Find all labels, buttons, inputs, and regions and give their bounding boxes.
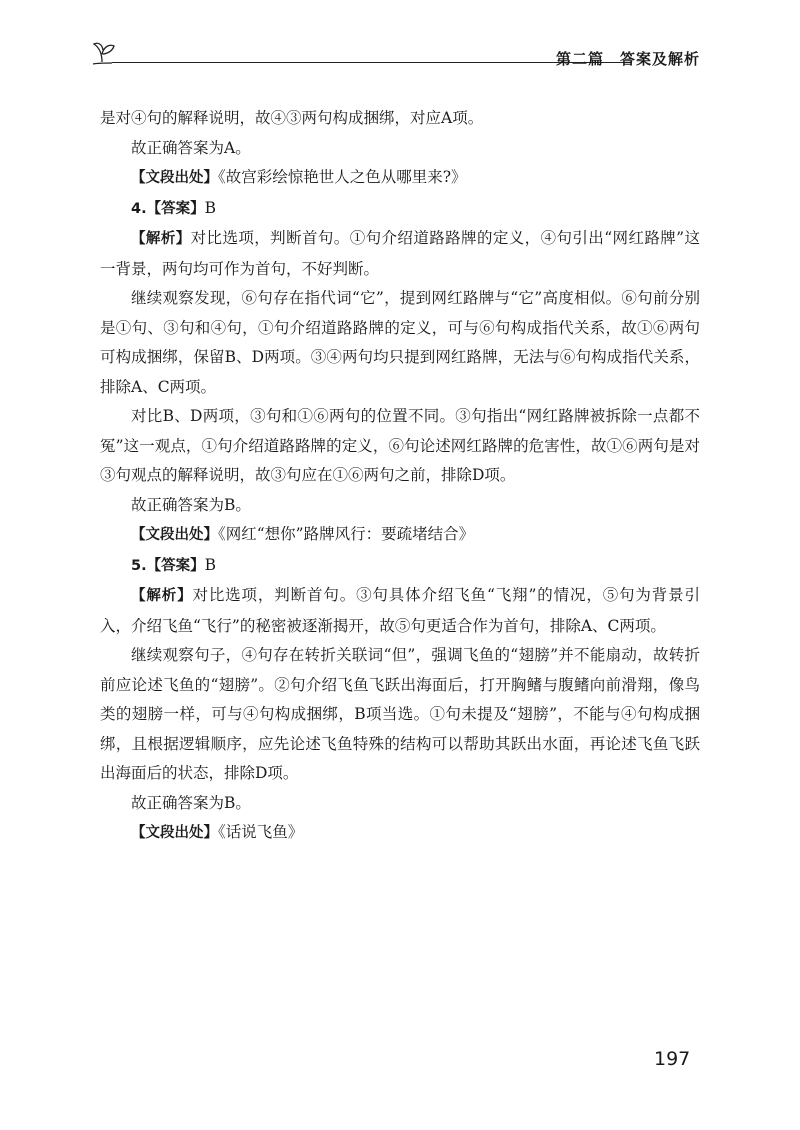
answer-line: 5.【答案】B [131,555,216,574]
answer-content [100,104,700,849]
paragraph: 对比B、D两项，③句和①⑥两句的位置不同。③句指出“网红路牌被拆除一点都不冤”这一观点，①句介绍道路路牌的定义，⑥句论述网红路牌的危害性，故①⑥两句是对③句观点的解释说明，故③句应在①⑥两句之前，排除D项。 [100,407,700,484]
source-tag: 【文段出处】 [131,825,218,841]
analysis-tag: 【解析】 [131,231,191,247]
answer-tag: 5.【答案】 [131,557,205,574]
page-number: 197 [654,1048,691,1070]
paragraph: 是对④句的解释说明，故④③两句构成捆绑，对应A项。 [100,109,484,127]
header-rule [112,62,632,63]
source-line: 【文段出处】《网红“想你”路牌风行：要疏堵结合》 [131,525,475,543]
source-tag: 【文段出处】 [131,170,218,186]
paragraph: 故正确答案为B。 [131,495,251,514]
section-title: 第二篇 答案及解析 [555,50,700,68]
source-line: 【文段出处】《话说飞鱼》 [131,823,304,841]
source-line: 【文段出处】《故宫彩绘惊艳世人之色从哪里来?》 [131,168,467,186]
page-header [90,36,700,66]
answer-tag: 4.【答案】 [131,200,205,217]
source-tag: 【文段出处】 [131,527,218,543]
analysis-paragraph: 【解析】对比选项，判断首句。①句介绍道路路牌的定义，④句引出“网红路牌”这一背景，两句均可作为首句，不好判断。 [100,229,701,278]
paragraph: 故正确答案为B。 [131,793,251,812]
answer-line: 4.【答案】B [131,198,216,217]
analysis-paragraph: 【解析】对比选项，判断首句。③句具体介绍飞鱼“飞翔”的情况，⑤句为背景引入，介绍飞鱼“飞行”的秘密被逐渐揭开，故⑤句更适合作为首句，排除A、C两项。 [100,586,700,635]
paragraph: 故正确答案为A。 [131,138,251,157]
paragraph: 继续观察发现，⑥句存在指代词“它”，提到网红路牌与“它”高度相似。⑥句前分别是①句、③句和④句，①句介绍道路路牌的定义，可与⑥句构成指代关系，故①⑥两句可构成捆绑，保留B、D两项。③④两句均只提到网红路牌，无法与⑥句构成指代关系，排除A、C两项。 [100,289,700,396]
analysis-tag: 【解析】 [131,588,193,604]
paragraph: 继续观察句子，④句存在转折关联词“但”，强调飞鱼的“翅膀”并不能扇动，故转折前应论述飞鱼的“翅膀”。②句介绍飞鱼飞跃出海面后，打开胸鳍与腹鳍向前滑翔，像鸟类的翅膀一样，可与④句构成捆绑，B项当选。①句未提及“翅膀”，不能与④句构成捆绑，且根据逻辑顺序，应先论述飞鱼特殊的结构可以帮助其跃出水面，再论述飞鱼飞跃出海面后的状态，排除D项。 [100,646,700,782]
